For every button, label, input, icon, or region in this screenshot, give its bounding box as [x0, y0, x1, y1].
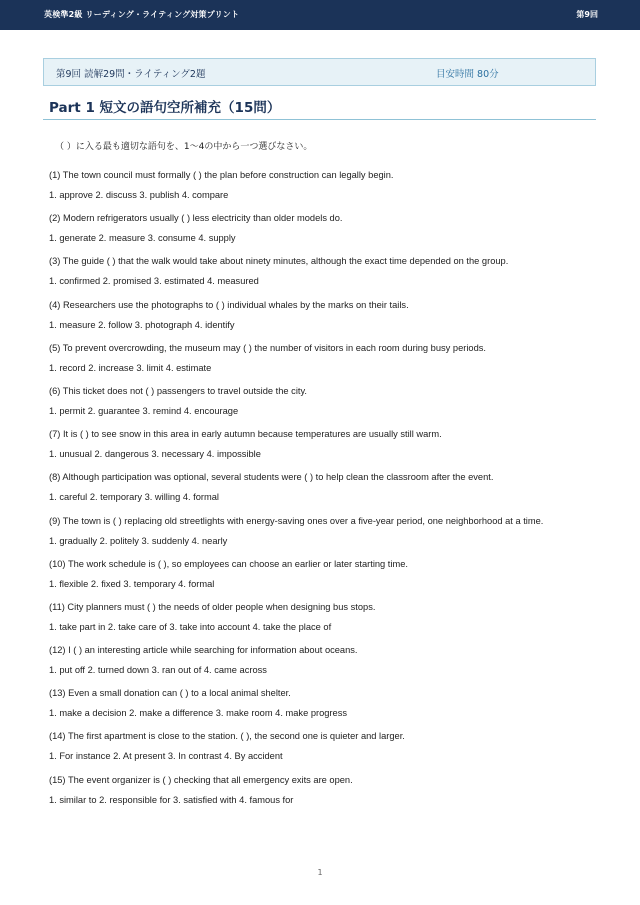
question-stem: (3) The guide ( ) that the walk would take about ninety minutes, although the exact time depended on the group.	[49, 256, 509, 267]
divider	[43, 119, 596, 120]
question-item	[49, 212, 609, 255]
question-stem: (12) I ( ) an interesting article while searching for information about oceans.	[49, 645, 358, 656]
question-options: 1. put off 2. turned down 3. ran out of 4. came across	[49, 665, 267, 676]
question-item	[49, 601, 609, 644]
question-item	[49, 558, 609, 601]
question-stem: (8) Although participation was optional, several students were ( ) to help clean the classroom after the event.	[49, 472, 494, 483]
question-item	[49, 730, 609, 773]
document-title: 英検準2級 リーディング・ライティング対策プリント	[44, 10, 240, 19]
question-stem: (11) City planners must ( ) the needs of older people when designing bus stops.	[49, 601, 376, 612]
question-stem: (13) Even a small donation can ( ) to a local animal shelter.	[49, 688, 291, 699]
question-item	[49, 385, 609, 428]
question-options: 1. make a decision 2. make a difference 3. make room 4. make progress	[49, 708, 347, 719]
question-stem: (15) The event organizer is ( ) checking that all emergency exits are open.	[49, 774, 353, 785]
question-options: 1. confirmed 2. promised 3. estimated 4. measured	[49, 276, 259, 287]
header-bar	[0, 0, 640, 30]
question-stem: (1) The town council must formally ( ) the plan before construction can legally begin.	[49, 170, 394, 180]
question-item	[49, 471, 609, 514]
question-stem: (6) This ticket does not ( ) passengers to travel outside the city.	[49, 385, 308, 396]
question-item	[49, 169, 609, 212]
question-item	[49, 774, 609, 817]
question-list	[49, 169, 609, 817]
page-number: 1	[317, 868, 323, 877]
info-title: 第9回 読解29問・ライティング2題	[56, 69, 206, 80]
session-label: 第9回	[576, 10, 598, 19]
time-estimate: 目安時間 80分	[436, 69, 499, 80]
question-stem: (7) It is ( ) to see snow in this area in early autumn because temperatures are usually still warm.	[49, 429, 442, 440]
question-options: 1. permit 2. guarantee 3. remind 4. encourage	[49, 405, 239, 416]
question-options: 1. record 2. increase 3. limit 4. estimate	[49, 362, 212, 373]
question-options: 1. generate 2. measure 3. consume 4. supply	[49, 233, 236, 244]
question-options: 1. gradually 2. politely 3. suddenly 4. nearly	[49, 535, 228, 546]
question-stem: (14) The first apartment is close to the station. ( ), the second one is quieter and larger.	[49, 731, 405, 742]
question-options: 1. For instance 2. At present 3. In contrast 4. By accident	[49, 751, 283, 762]
question-item	[49, 687, 609, 730]
question-options: 1. approve 2. discuss 3. publish 4. compare	[49, 190, 229, 200]
question-item	[49, 299, 609, 342]
question-stem: (10) The work schedule is ( ), so employees can choose an earlier or later starting time.	[49, 558, 408, 569]
question-item	[49, 428, 609, 471]
question-options: 1. similar to 2. responsible for 3. satisfied with 4. famous for	[49, 794, 294, 805]
question-item	[49, 255, 609, 298]
question-options: 1. flexible 2. fixed 3. temporary 4. formal	[49, 578, 215, 589]
instruction-text: （ ）に入る最も適切な語句を、1〜4の中から一つ選びなさい。	[55, 142, 313, 152]
question-stem: (9) The town is ( ) replacing old streetlights with energy-saving ones over a five-year period, one neighborhood at a time.	[49, 515, 544, 526]
question-stem: (4) Researchers use the photographs to ( ) individual whales by the marks on their tails.	[49, 299, 409, 310]
question-options: 1. take part in 2. take care of 3. take into account 4. take the place of	[49, 621, 332, 632]
question-options: 1. unusual 2. dangerous 3. necessary 4. impossible	[49, 449, 261, 460]
question-stem: (2) Modern refrigerators usually ( ) less electricity than older models do.	[49, 213, 343, 224]
question-item	[49, 515, 609, 558]
part-heading: Part 1 短文の語句空所補充（15問）	[49, 100, 281, 116]
info-box	[43, 58, 596, 86]
question-item	[49, 342, 609, 385]
question-stem: (5) To prevent overcrowding, the museum may ( ) the number of visitors in each room during busy periods.	[49, 342, 486, 353]
question-options: 1. careful 2. temporary 3. willing 4. formal	[49, 492, 219, 503]
question-options: 1. measure 2. follow 3. photograph 4. identify	[49, 319, 235, 330]
question-item	[49, 644, 609, 687]
